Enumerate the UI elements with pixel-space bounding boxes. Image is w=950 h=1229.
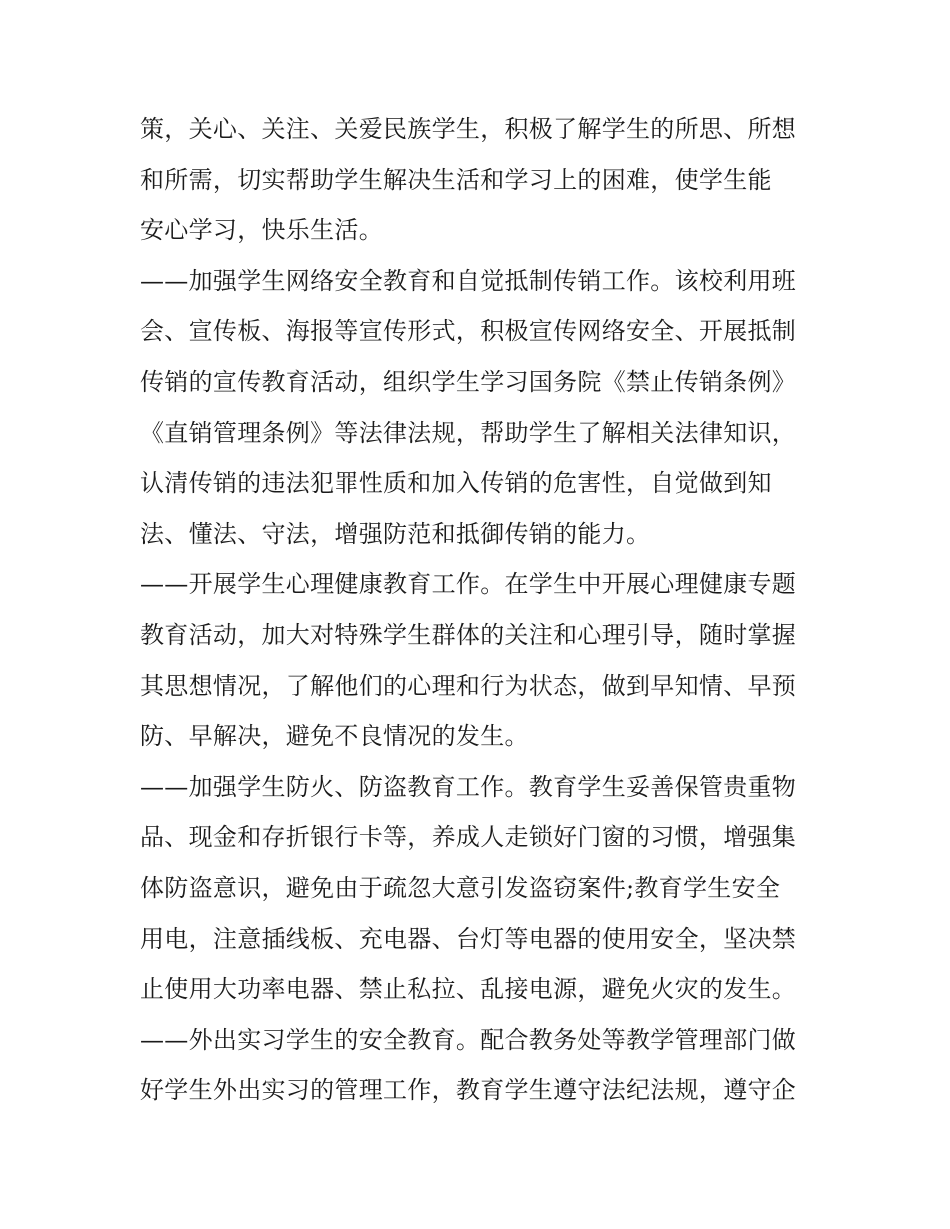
text-line: 安心学习，快乐生活。 [140, 216, 383, 245]
text-line: 传销的宣传教育活动，组织学生学习国务院《禁止传销条例》 [140, 367, 797, 396]
text-line: 其思想情况，了解他们的心理和行为状态，做到早知情、早预 [140, 671, 797, 700]
text-line: ——外出实习学生的安全教育。配合教务处等教学管理部门做 [140, 1025, 797, 1054]
text-line: 《直销管理条例》等法律法规，帮助学生了解相关法律知识， [140, 418, 797, 447]
text-line: 教育活动，加大对特殊学生群体的关注和心理引导，随时掌握 [140, 620, 797, 649]
text-line: 法、懂法、守法，增强防范和抵御传销的能力。 [140, 519, 651, 548]
text-line: ——加强学生网络安全教育和自觉抵制传销工作。该校利用班 [140, 266, 797, 295]
text-line: 体防盗意识，避免由于疏忽大意引发盗窃案件;教育学生安全 [140, 873, 781, 902]
document-body [140, 104, 820, 1116]
text-line: 策，关心、关注、关爱民族学生，积极了解学生的所思、所想 [140, 115, 797, 143]
text-line: 用电，注意插线板、充电器、台灯等电器的使用安全，坚决禁 [140, 924, 797, 953]
text-line: ——加强学生防火、防盗教育工作。教育学生妥善保管贵重物 [140, 772, 797, 801]
text-line: 止使用大功率电器、禁止私拉、乱接电源，避免火灾的发生。 [140, 975, 797, 1004]
text-line: ——开展学生心理健康教育工作。在学生中开展心理健康专题 [140, 570, 797, 599]
text-line: 和所需，切实帮助学生解决生活和学习上的困难，使学生能 [140, 165, 772, 194]
text-line: 认清传销的违法犯罪性质和加入传销的危害性，自觉做到知 [140, 469, 772, 498]
text-line: 防、早解决，避免不良情况的发生。 [140, 722, 529, 751]
text-line: 品、现金和存折银行卡等，养成人走锁好门窗的习惯，增强集 [140, 823, 797, 852]
text-line: 会、宣传板、海报等宣传形式，积极宣传网络安全、开展抵制 [140, 317, 797, 346]
text-line: 好学生外出实习的管理工作，教育学生遵守法纪法规，遵守企 [140, 1076, 797, 1105]
